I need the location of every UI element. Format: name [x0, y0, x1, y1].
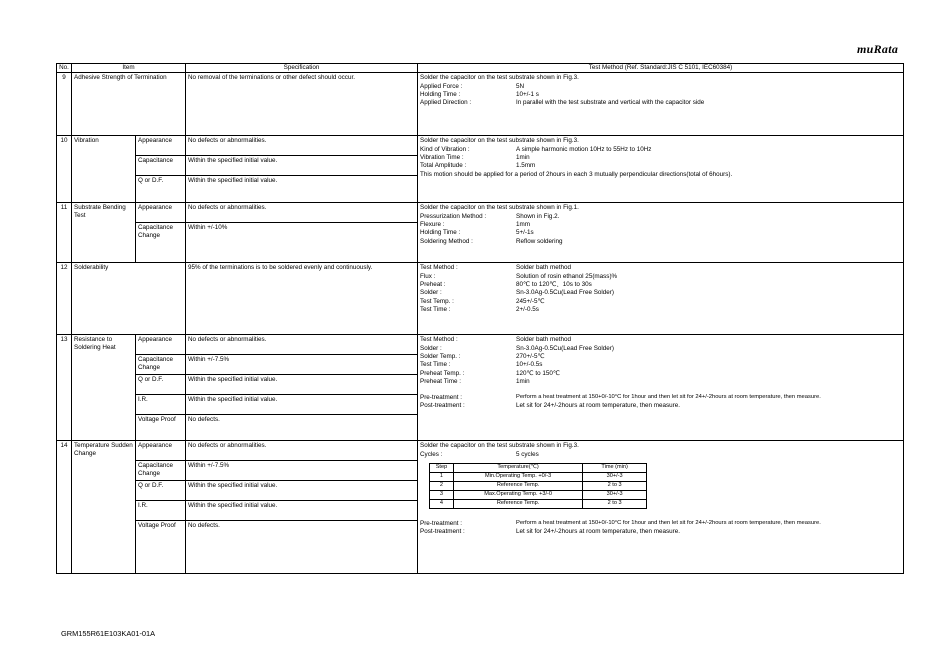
param-value: 1mm	[516, 220, 530, 228]
param-key: Applied Force :	[420, 82, 463, 90]
param-key: Flux :	[420, 272, 436, 280]
sub-item: Capacitance Change	[136, 461, 186, 481]
test-method	[418, 263, 904, 335]
part-number-footer: GRM155R61E103KA01-01A	[61, 629, 156, 638]
param-value: Shown in Fig.2.	[516, 212, 560, 220]
sub-item: Capacitance	[136, 156, 186, 176]
method-param	[420, 221, 901, 229]
post-treatment	[420, 402, 901, 410]
specification: Within the specified initial value.	[186, 395, 418, 415]
param-key: Kind of Vibration :	[420, 145, 470, 153]
specification: No defects.	[186, 521, 418, 574]
param-key: Flexure :	[420, 220, 445, 228]
param-value: 1min	[516, 378, 530, 386]
param-value: Sn-3.0Ag-0.5Cu(Lead Free Solder)	[516, 344, 615, 352]
param-value: Sn-3.0Ag-0.5Cu(Lead Free Solder)	[516, 289, 615, 297]
specification: No defects or abnormalities.	[186, 335, 418, 355]
param-key: Preheat Temp. :	[420, 369, 465, 377]
sub-item: Q or D.F.	[136, 176, 186, 203]
table-row	[57, 203, 904, 223]
steps-row	[430, 481, 647, 490]
method-intro: Solder the capacitor on the test substrate shown in Fig.1.	[420, 204, 579, 212]
specification: No defects or abnormalities.	[186, 441, 418, 461]
specification: Within +/-7.5%	[186, 355, 418, 375]
step-time: 2 to 3	[583, 499, 647, 508]
row-number: 13	[57, 335, 72, 441]
specification: No defects.	[186, 415, 418, 441]
specification: No defects or abnormalities.	[186, 203, 418, 223]
sub-item: Appearance	[136, 203, 186, 223]
param-value: Solder bath method	[516, 264, 571, 272]
param-key: Solder :	[420, 289, 442, 297]
sub-item: Appearance	[136, 136, 186, 156]
method-param	[420, 336, 901, 344]
step-temperature: Reference Temp.	[453, 481, 582, 490]
method-param	[420, 154, 901, 162]
method-param	[420, 238, 901, 246]
steps-header-step: Step	[430, 463, 454, 472]
method-param	[420, 370, 901, 378]
param-value: Perform a heat treatment at 150+0/-10°C for 1hour and then let sit for 24+/-2hours at room temperature, then measure.	[516, 393, 821, 400]
specification: 95% of the terminations is to be soldered evenly and continuously.	[186, 263, 418, 335]
specification: Within the specified initial value.	[186, 156, 418, 176]
item-name: Resistance to Soldering Heat	[72, 335, 136, 441]
method-param	[420, 99, 901, 107]
param-key: Test Temp. :	[420, 297, 454, 305]
param-key: Test Method :	[420, 336, 458, 344]
steps-row	[430, 472, 647, 481]
test-method	[418, 73, 904, 136]
item-name: Temperature Sudden Change	[72, 441, 136, 574]
param-value: Solder bath method	[516, 336, 571, 344]
test-method	[418, 136, 904, 203]
sub-item: Voltage Proof	[136, 415, 186, 441]
param-value: 10+/-0.5s	[516, 361, 543, 369]
method-param	[420, 91, 901, 99]
param-key: Test Time :	[420, 361, 451, 369]
step-number: 2	[430, 481, 454, 490]
step-number: 1	[430, 472, 454, 481]
param-value: Reflow soldering	[516, 237, 563, 245]
param-value: 10+/-1 s	[516, 90, 539, 98]
param-key: Cycles :	[420, 450, 443, 458]
header-specification: Specification	[186, 64, 418, 73]
method-param	[420, 162, 901, 170]
item-name: Solderability	[72, 263, 186, 335]
param-key: Post-treatment :	[420, 401, 465, 409]
specification: Within +/-7.5%	[186, 461, 418, 481]
method-param	[420, 83, 901, 91]
param-value: 1min	[516, 153, 530, 161]
param-value: 1.5mm	[516, 162, 536, 170]
method-param	[420, 281, 901, 289]
test-method	[418, 335, 904, 441]
test-method	[418, 441, 904, 574]
table-row	[57, 335, 904, 355]
param-key: Test Time :	[420, 306, 451, 314]
sub-item: Voltage Proof	[136, 521, 186, 574]
row-number: 9	[57, 73, 72, 136]
method-param	[420, 273, 901, 281]
method-param	[420, 298, 901, 306]
sub-item: I.R.	[136, 501, 186, 521]
steps-row	[430, 499, 647, 508]
param-key: Vibration Time :	[420, 153, 464, 161]
test-spec-table	[56, 63, 904, 574]
step-number: 3	[430, 490, 454, 499]
param-value: 120℃ to 150℃	[516, 369, 560, 377]
test-method	[418, 203, 904, 263]
step-temperature: Max.Operating Temp. +3/-0	[453, 490, 582, 499]
specification: Within the specified initial value.	[186, 501, 418, 521]
param-key: Holding Time :	[420, 229, 461, 237]
table-row	[57, 136, 904, 156]
method-param	[420, 306, 901, 314]
param-value: 270+/-5℃	[516, 352, 545, 360]
param-value: 2+/-0.5s	[516, 306, 539, 314]
step-time: 2 to 3	[583, 481, 647, 490]
param-key: Post-treatment :	[420, 528, 465, 536]
param-value: Let sit for 24+/-2hours at room temperature, then measure.	[516, 528, 680, 536]
param-value: Perform a heat treatment at 150+0/-10°C for 1hour and then let sit for 24+/-2hours at room temperature, then measure.	[516, 519, 821, 526]
param-value: 5 cycles	[516, 450, 539, 458]
method-param	[420, 345, 901, 353]
pre-treatment	[420, 394, 901, 402]
table-row	[57, 263, 904, 335]
step-temperature: Min.Operating Temp. +0/-3	[453, 472, 582, 481]
item-name: Adhesive Strength of Termination	[72, 73, 186, 136]
method-param	[420, 289, 901, 297]
method-param	[420, 264, 901, 272]
param-value: 245+/-5℃	[516, 297, 545, 305]
row-number: 12	[57, 263, 72, 335]
steps-header-time: Time (min)	[583, 463, 647, 472]
sub-item: Q or D.F.	[136, 375, 186, 395]
step-time: 30+/-3	[583, 490, 647, 499]
item-name: Vibration	[72, 136, 136, 203]
sub-item: Capacitance Change	[136, 355, 186, 375]
method-intro: Solder the capacitor on the test substrate shown in Fig.3.	[420, 442, 579, 450]
sub-item: Appearance	[136, 335, 186, 355]
header-item: Item	[72, 64, 186, 73]
method-param	[420, 353, 901, 361]
specification: Within +/-10%	[186, 223, 418, 263]
temperature-cycle-table	[429, 463, 647, 509]
pre-treatment	[420, 520, 901, 528]
table-row	[57, 73, 904, 136]
header-test-method: Test Method (Ref. Standard:JIS C 5101, IEC60384)	[418, 64, 904, 73]
method-note: This motion should be applied for a period of 2hours in each 3 mutually perpendicular directions(total of 6hours).	[420, 170, 733, 178]
murata-logo: muRata	[857, 42, 899, 56]
param-value: 80℃ to 120℃、10s to 30s	[516, 280, 592, 288]
param-key: Preheat :	[420, 280, 446, 288]
sub-item: I.R.	[136, 395, 186, 415]
specification: Within the specified initial value.	[186, 481, 418, 501]
row-number: 11	[57, 203, 72, 263]
header-no: No.	[57, 64, 72, 73]
step-number: 4	[430, 499, 454, 508]
method-param	[420, 451, 901, 459]
param-key: Pressurization Method :	[420, 212, 487, 220]
param-key: Pre-treatment :	[420, 393, 462, 401]
post-treatment	[420, 528, 901, 536]
method-param	[420, 361, 901, 369]
item-name: Substrate Bending Test	[72, 203, 136, 263]
steps-header-row	[430, 463, 647, 472]
steps-row	[430, 490, 647, 499]
specification: Within the specified initial value.	[186, 176, 418, 203]
steps-header-temperature: Temperature(℃)	[453, 463, 582, 472]
param-value: Let sit for 24+/-2hours at room temperature, then measure.	[516, 401, 680, 409]
specification: No removal of the terminations or other defect should occur.	[186, 73, 418, 136]
param-key: Total Amplitude :	[420, 162, 467, 170]
method-intro: Solder the capacitor on the test substrate shown in Fig.3.	[420, 137, 579, 145]
param-key: Solder Temp. :	[420, 352, 461, 360]
row-number: 14	[57, 441, 72, 574]
param-key: Test Method :	[420, 264, 458, 272]
method-param	[420, 213, 901, 221]
step-time: 30+/-3	[583, 472, 647, 481]
param-key: Holding Time :	[420, 90, 461, 98]
method-param	[420, 229, 901, 237]
row-number: 10	[57, 136, 72, 203]
table-header-row	[57, 64, 904, 73]
param-value: In parallel with the test substrate and vertical with the capacitor side	[516, 99, 705, 107]
param-key: Applied Direction :	[420, 99, 472, 107]
param-key: Solder :	[420, 344, 442, 352]
sub-item: Appearance	[136, 441, 186, 461]
table-row	[57, 441, 904, 461]
param-value: 5+/-1s	[516, 229, 534, 237]
param-key: Soldering Method :	[420, 237, 473, 245]
step-temperature: Reference Temp.	[453, 499, 582, 508]
method-param	[420, 146, 901, 154]
method-intro: Solder the capacitor on the test substrate shown in Fig.3.	[420, 74, 579, 82]
specification: Within the specified initial value.	[186, 375, 418, 395]
sub-item: Capacitance Change	[136, 223, 186, 263]
param-value: 5N	[516, 82, 525, 90]
param-key: Preheat Time :	[420, 378, 461, 386]
param-key: Pre-treatment :	[420, 519, 462, 527]
sub-item: Q or D.F.	[136, 481, 186, 501]
specification: No defects or abnormalities.	[186, 136, 418, 156]
param-value: Solution of rosin ethanol 25(mass)%	[516, 272, 618, 280]
method-param	[420, 378, 901, 386]
param-value: A simple harmonic motion 10Hz to 55Hz to 10Hz	[516, 145, 652, 153]
